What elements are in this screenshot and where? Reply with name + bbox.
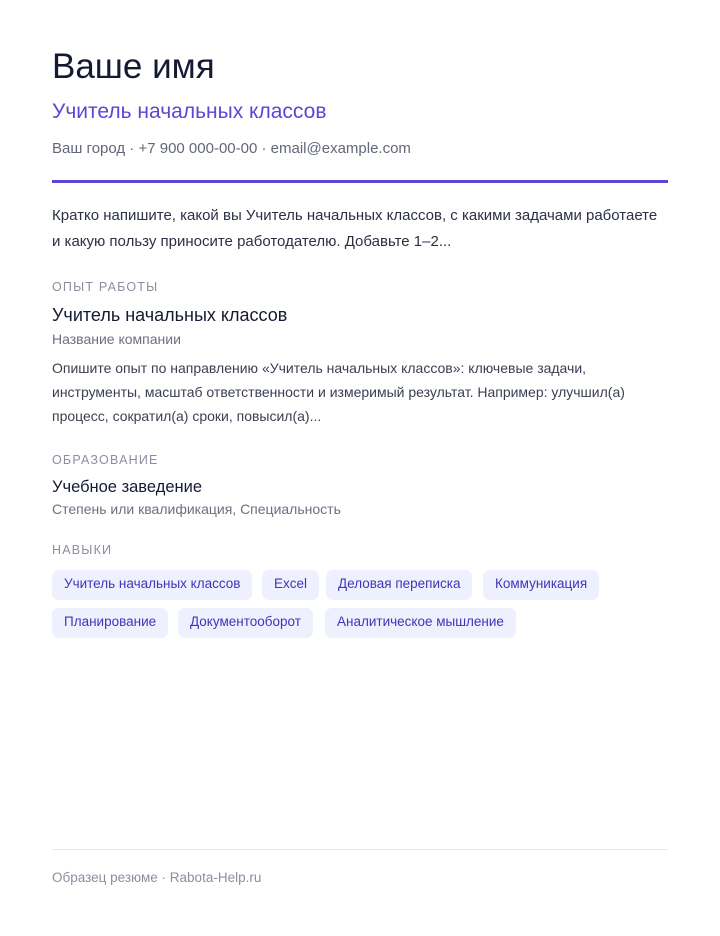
job-description: Опишите опыт по направлению «Учитель начальных классов»: ключевые задачи, инструменты, масштаб ответственности и измеримый результат. Например: улучшил(а) процесс, сократил(а) сроки, повысил(а)... bbox=[52, 360, 625, 424]
candidate-name: Ваше имя bbox=[52, 47, 215, 86]
footer-text: Образец резюме · Rabota-Help.ru bbox=[52, 870, 262, 885]
education-section-title: ОБРАЗОВАНИЕ bbox=[52, 453, 159, 467]
skill-chip: Аналитическое мышление bbox=[325, 608, 516, 638]
header-divider bbox=[52, 180, 668, 183]
footer-divider bbox=[52, 849, 668, 850]
skill-chip: Коммуникация bbox=[483, 570, 599, 600]
skill-chip: Деловая переписка bbox=[326, 570, 472, 600]
contact-line: Ваш город · +7 900 000-00-00 · email@example.com bbox=[52, 140, 411, 157]
summary-text: Кратко напишите, какой вы Учитель начальных классов, с какими задачами работаете и какую пользу приносите работодателю. Добавьте 1–2... bbox=[52, 207, 658, 250]
skill-chip: Планирование bbox=[52, 608, 168, 638]
skill-chip: Excel bbox=[262, 570, 319, 600]
school-name: Учебное заведение bbox=[52, 478, 203, 496]
resume-page bbox=[52, 0, 668, 936]
experience-section-title: ОПЫТ РАБОТЫ bbox=[52, 280, 159, 294]
degree-text: Степень или квалификация, Специальность bbox=[52, 501, 341, 517]
skill-chip: Документооборот bbox=[178, 608, 313, 638]
target-position: Учитель начальных классов bbox=[52, 100, 327, 123]
company-name: Название компании bbox=[52, 331, 181, 347]
skill-chip: Учитель начальных классов bbox=[52, 570, 252, 600]
job-title: Учитель начальных классов bbox=[52, 305, 288, 325]
skills-section-title: НАВЫКИ bbox=[52, 543, 113, 557]
